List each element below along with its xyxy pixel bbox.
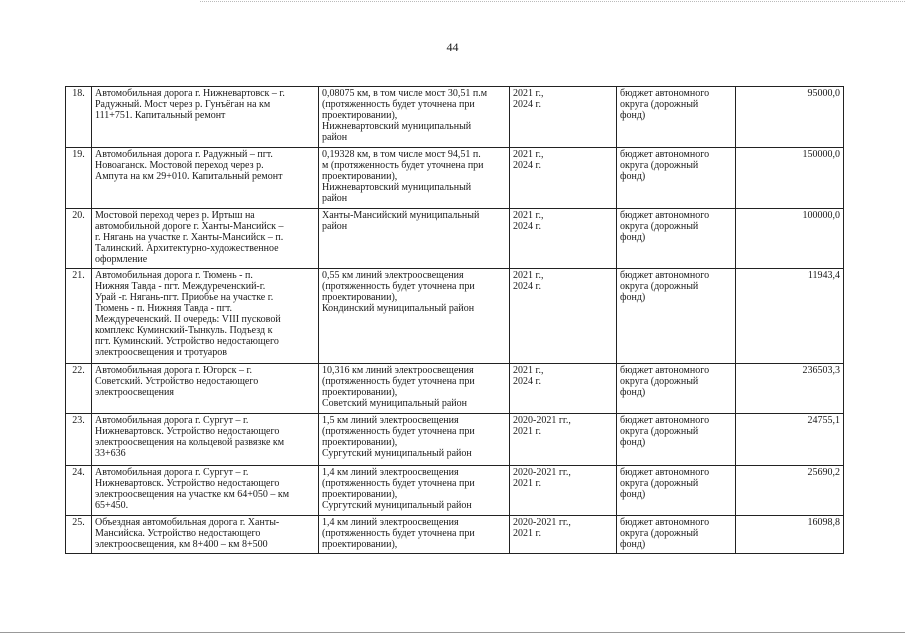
object-scope: [319, 87, 510, 148]
funding-source-line: фонд): [620, 232, 646, 243]
object-scope-line: проектировании),: [322, 110, 398, 121]
object-scope-line: Сургутский муниципальный район: [322, 448, 472, 459]
funding-source-line: бюджет автономного: [620, 270, 710, 281]
object-scope-line: Советский муниципальный район: [322, 398, 467, 409]
funding-source-line: бюджет автономного: [620, 210, 710, 221]
object-name-line: Мансийска. Устройство недостающего: [95, 528, 261, 539]
object-scope: [319, 466, 510, 516]
table-row: [66, 269, 844, 364]
period-line: 2024 г.: [513, 281, 541, 292]
funding-source-line: фонд): [620, 292, 646, 303]
object-name-line: 111+751. Капитальный ремонт: [95, 110, 226, 121]
object-name-line: Советский. Устройство недостающего: [95, 376, 259, 387]
object-name-line: 33+636: [95, 448, 126, 459]
period-line: 2024 г.: [513, 99, 541, 110]
funding-source-line: бюджет автономного: [620, 415, 710, 426]
amount: 236503,3: [736, 364, 844, 414]
object-scope-line: м (протяженность будет уточнена при: [322, 160, 484, 171]
object-name: [92, 466, 319, 516]
amount: 150000,0: [736, 148, 844, 209]
row-number: 18.: [66, 87, 92, 148]
object-scope-line: район: [322, 193, 348, 204]
object-scope: [319, 148, 510, 209]
document-table: [65, 86, 844, 554]
row-number: 24.: [66, 466, 92, 516]
object-name: [92, 87, 319, 148]
row-number: 22.: [66, 364, 92, 414]
object-name-line: Автомобильная дорога г. Нижневартовск – г.: [95, 88, 285, 99]
table-row: [66, 364, 844, 414]
object-scope-line: Сургутский муниципальный район: [322, 500, 472, 511]
object-scope: [319, 364, 510, 414]
funding-source-line: бюджет автономного: [620, 467, 710, 478]
object-name-line: Мостовой переход через р. Иртыш на: [95, 210, 255, 221]
funding-source-line: фонд): [620, 387, 646, 398]
period: [510, 209, 617, 269]
period: [510, 87, 617, 148]
funding-source-line: округа (дорожный: [620, 478, 699, 489]
table-row: [66, 414, 844, 466]
object-name-line: Ампута на км 29+010. Капитальный ремонт: [95, 171, 283, 182]
object-name-line: электроосвещения: [95, 387, 174, 398]
scan-artifact-top: [200, 1, 905, 2]
object-name-line: Автомобильная дорога г. Сургут – г.: [95, 467, 249, 478]
object-scope-line: Кондинский муниципальный район: [322, 303, 475, 314]
funding-source: [617, 466, 736, 516]
object-name-line: Автомобильная дорога г. Сургут – г.: [95, 415, 249, 426]
funding-source-line: фонд): [620, 110, 646, 121]
object-name-line: пгт. Куминский. Устройство недостающего: [95, 336, 279, 347]
period: [510, 364, 617, 414]
funding-source-line: округа (дорожный: [620, 426, 699, 437]
funding-source-line: округа (дорожный: [620, 281, 699, 292]
object-name-line: Талинский. Архитектурно-художественное: [95, 243, 279, 254]
object-scope-line: 10,316 км линий электроосвещения: [322, 365, 474, 376]
object-name-line: электроосвещения и тротуаров: [95, 347, 227, 358]
object-name-line: Нижневартовск. Устройство недостающего: [95, 478, 280, 489]
period-line: 2021 г.,: [513, 270, 544, 281]
object-name: [92, 414, 319, 466]
funding-source-line: бюджет автономного: [620, 88, 710, 99]
period-line: 2020-2021 гг.,: [513, 415, 571, 426]
row-number: 21.: [66, 269, 92, 364]
object-name: [92, 516, 319, 554]
table-row: [66, 516, 844, 554]
object-name-line: Автомобильная дорога г. Югорск – г.: [95, 365, 252, 376]
amount: 24755,1: [736, 414, 844, 466]
object-scope-line: Нижневартовский муниципальный: [322, 182, 472, 193]
object-name: [92, 364, 319, 414]
object-name-line: Автомобильная дорога г. Тюмень - п.: [95, 270, 253, 281]
object-name-line: Междуреченский. II очередь: VIII пусковой: [95, 314, 281, 325]
object-name-line: комплекс Куминский-Тынкуль. Подъезд к: [95, 325, 273, 336]
period-line: 2020-2021 гг.,: [513, 467, 571, 478]
funding-source: [617, 414, 736, 466]
amount: 16098,8: [736, 516, 844, 554]
funding-source-line: округа (дорожный: [620, 376, 699, 387]
period-line: 2024 г.: [513, 376, 541, 387]
object-scope-line: 1,4 км линий электроосвещения: [322, 517, 459, 528]
object-scope-line: (протяженность будет уточнена при: [322, 478, 475, 489]
object-name-line: Автомобильная дорога г. Радужный – пгт.: [95, 149, 273, 160]
funding-source-line: фонд): [620, 171, 646, 182]
object-name: [92, 148, 319, 209]
funding-source-line: фонд): [620, 489, 646, 500]
row-number: 25.: [66, 516, 92, 554]
table-row: [66, 209, 844, 269]
period-line: 2024 г.: [513, 160, 541, 171]
funding-source-line: округа (дорожный: [620, 99, 699, 110]
object-scope-line: проектировании),: [322, 437, 398, 448]
amount: 11943,4: [736, 269, 844, 364]
object-scope-line: (протяженность будет уточнена при: [322, 426, 475, 437]
object-scope-line: проектировании),: [322, 489, 398, 500]
object-scope-line: Нижневартовский муниципальный: [322, 121, 472, 132]
funding-source-line: бюджет автономного: [620, 365, 710, 376]
object-name: [92, 209, 319, 269]
funding-source: [617, 209, 736, 269]
funding-source-line: округа (дорожный: [620, 528, 699, 539]
object-name-line: оформление: [95, 254, 148, 265]
object-scope-line: район: [322, 132, 348, 143]
period-line: 2020-2021 гг.,: [513, 517, 571, 528]
object-name-line: электроосвещения на кольцевой развязке км: [95, 437, 285, 448]
object-scope: [319, 269, 510, 364]
amount: 95000,0: [736, 87, 844, 148]
object-name-line: автомобильной дороге г. Ханты-Мансийск –: [95, 221, 284, 232]
object-name-line: Тюмень - п. Нижняя Тавда - пгт.: [95, 303, 233, 314]
object-scope-line: 0,55 км линий электроосвещения: [322, 270, 464, 281]
object-scope-line: проектировании),: [322, 171, 398, 182]
row-number: 19.: [66, 148, 92, 209]
table-row: [66, 87, 844, 148]
period: [510, 466, 617, 516]
funding-source: [617, 148, 736, 209]
funding-source-line: фонд): [620, 437, 646, 448]
object-scope-line: 0,08075 км, в том числе мост 30,51 п.м: [322, 88, 488, 99]
funding-source-line: округа (дорожный: [620, 160, 699, 171]
funding-source: [617, 269, 736, 364]
funding-source: [617, 364, 736, 414]
object-name-line: Урай -г. Нягань-пгт. Приобье на участке г.: [95, 292, 274, 303]
object-name-line: электроосвещения на участке км 64+050 – км: [95, 489, 290, 500]
funding-source-line: бюджет автономного: [620, 149, 710, 160]
object-scope-line: (протяженность будет уточнена при: [322, 528, 475, 539]
period-line: 2021 г.,: [513, 88, 544, 99]
period-line: 2021 г.: [513, 478, 541, 489]
period-line: 2021 г.: [513, 426, 541, 437]
object-name-line: г. Нягань на участке г. Ханты-Мансийск – п.: [95, 232, 284, 243]
object-scope-line: 1,4 км линий электроосвещения: [322, 467, 459, 478]
object-scope-line: проектировании),: [322, 539, 398, 550]
amount: 25690,2: [736, 466, 844, 516]
funding-source: [617, 516, 736, 554]
period-line: 2021 г.,: [513, 365, 544, 376]
object-name-line: Радужный. Мост через р. Гунъёган на км: [95, 99, 271, 110]
object-name-line: 65+450.: [95, 500, 129, 511]
object-scope: [319, 209, 510, 269]
scan-artifact-bottom: [0, 632, 905, 633]
object-name: [92, 269, 319, 364]
funding-source: [617, 87, 736, 148]
row-number: 20.: [66, 209, 92, 269]
funding-source-line: фонд): [620, 539, 646, 550]
amount: 100000,0: [736, 209, 844, 269]
funding-source-line: округа (дорожный: [620, 221, 699, 232]
period-line: 2024 г.: [513, 221, 541, 232]
object-scope-line: (протяженность будет уточнена при: [322, 281, 475, 292]
object-name-line: Новоаганск. Мостовой переход через р.: [95, 160, 264, 171]
object-scope-line: (протяженность будет уточнена при: [322, 99, 475, 110]
period: [510, 516, 617, 554]
funding-source-line: бюджет автономного: [620, 517, 710, 528]
table-row: [66, 466, 844, 516]
object-name-line: Нижняя Тавда - пгт. Междуреченский-г.: [95, 281, 266, 292]
period-line: 2021 г.,: [513, 210, 544, 221]
period: [510, 148, 617, 209]
page-number: 44: [446, 40, 459, 54]
object-scope: [319, 516, 510, 554]
object-name-line: Нижневартовск. Устройство недостающего: [95, 426, 280, 437]
object-scope-line: проектировании),: [322, 292, 398, 303]
object-scope-line: район: [322, 221, 348, 232]
object-scope-line: (протяженность будет уточнена при: [322, 376, 475, 387]
table-row: [66, 148, 844, 209]
period: [510, 269, 617, 364]
object-scope-line: Ханты-Мансийский муниципальный: [322, 210, 480, 221]
object-scope: [319, 414, 510, 466]
period: [510, 414, 617, 466]
period-line: 2021 г.,: [513, 149, 544, 160]
row-number: 23.: [66, 414, 92, 466]
period-line: 2021 г.: [513, 528, 541, 539]
object-scope-line: проектировании),: [322, 387, 398, 398]
object-scope-line: 0,19328 км, в том числе мост 94,51 п.: [322, 149, 481, 160]
object-scope-line: 1,5 км линий электроосвещения: [322, 415, 459, 426]
object-name-line: Объездная автомобильная дорога г. Ханты-: [95, 517, 280, 528]
object-name-line: электроосвещения, км 8+400 – км 8+500: [95, 539, 268, 550]
